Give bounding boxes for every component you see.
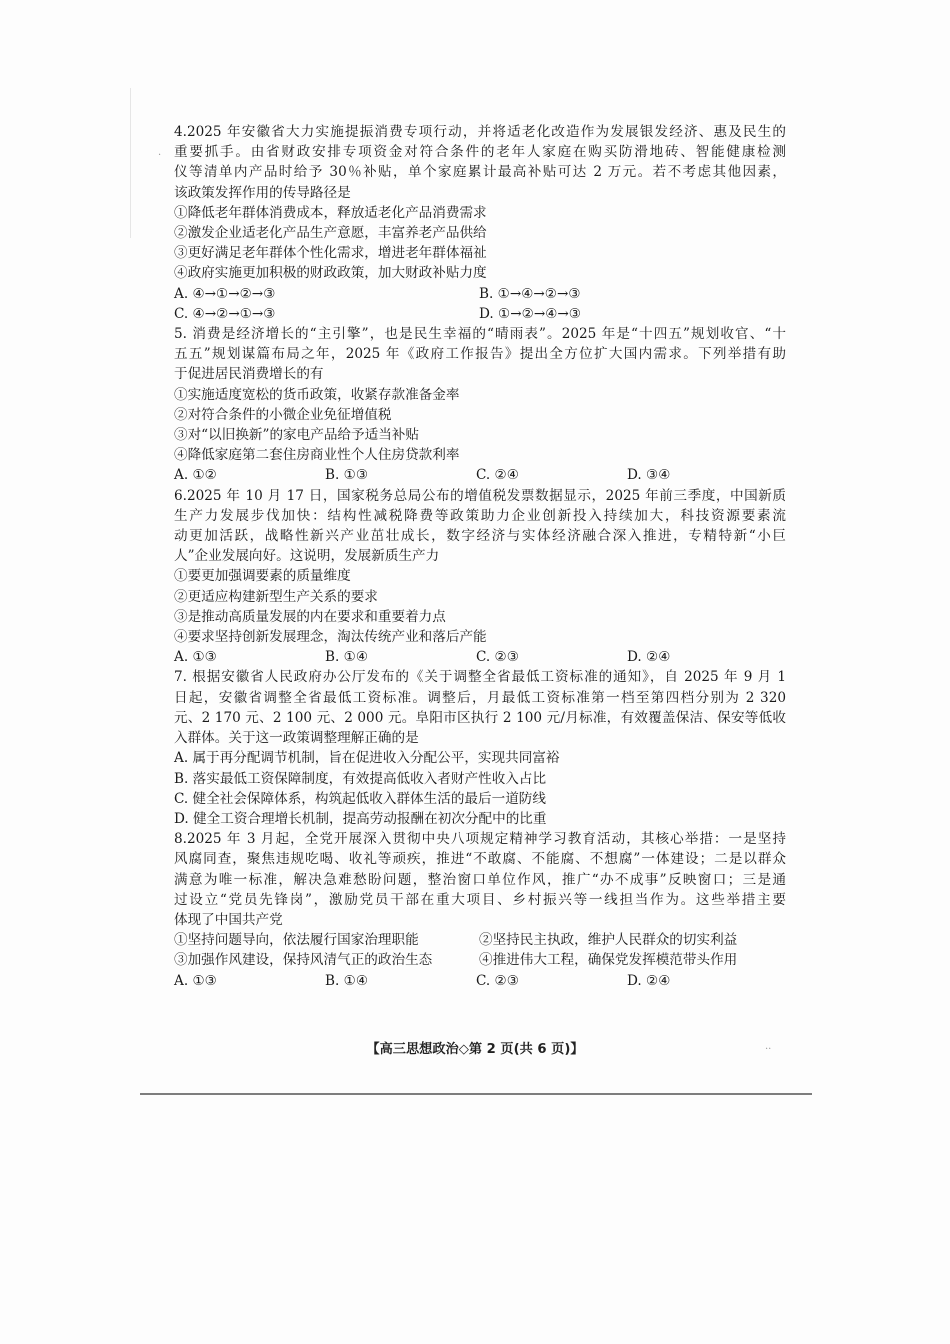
question-4-stem [174, 122, 786, 203]
statement-item: ②对符合条件的小微企业免征增值税 [174, 406, 392, 423]
statement-item: ②更适应构建新型生产关系的要求 [174, 588, 378, 605]
stem-line: 元、2 170 元、2 100 元、2 000 元。阜阳市区执行 2 100 元/月标准，有效覆盖保洁、保安等低收 [174, 709, 786, 726]
statement-item: ④降低家庭第二套住房商业性个人住房贷款利率 [174, 447, 460, 464]
stem-line: 人”企业发展向好。这说明，发展新质生产力 [174, 548, 440, 565]
stem-line: 风腐同查，聚焦违规吃喝、收礼等顽疾，推进“不敢腐、不能腐、不想腐”一体建设；二是以群众 [174, 851, 786, 868]
choice-d[interactable]: D. 健全工资合理增长机制，提高劳动报酬在初次分配中的比重 [174, 810, 547, 827]
statement-item: ④要求坚持创新发展理念，淘汰传统产业和落后产能 [174, 629, 487, 646]
stem-line: 日起，安徽省调整全省最低工资标准。调整后，月最低工资标准第一档至第四档分别为 2 320 [174, 689, 786, 706]
question-5-stem [174, 324, 786, 385]
stem-line: 7. 根据安徽省人民政府办公厅发布的《关于调整全省最低工资标准的通知》，自 2025 年 9 月 1 [174, 669, 786, 686]
question-5-choices [174, 465, 786, 485]
choice-b[interactable]: B. ①④ [325, 972, 369, 989]
choice-c[interactable]: C. 健全社会保障体系，构筑起低收入群体生活的最后一道防线 [174, 790, 546, 807]
stem-line: 过设立“党员先锋岗”，激励党员干部在重大项目、乡村振兴等一线担当作为。这些举措主要 [174, 891, 786, 908]
stem-line: 5. 消费是经济增长的“主引擎”，也是民生幸福的“晴雨表”。2025 年是“十四五”规划收官、“十 [174, 326, 786, 343]
statement-item: ①要更加强调要素的质量维度 [174, 568, 351, 585]
scan-speck: .. [765, 1041, 772, 1052]
question-7-options [174, 748, 786, 829]
question-4-choices-row2 [174, 304, 786, 324]
statement-item: ①降低老年群体消费成本，释放适老化产品消费需求 [174, 204, 487, 221]
choice-a[interactable]: A. ①③ [174, 649, 217, 666]
choice-d[interactable]: D. ②④ [627, 972, 671, 989]
choice-c[interactable]: C. ②③ [476, 972, 519, 989]
stem-line: 6.2025 年 10 月 17 日，国家税务总局公布的增值税发票数据显示，2025 年前三季度，中国新质 [174, 487, 786, 504]
question-6-stem [174, 486, 786, 567]
question-5 [174, 324, 786, 486]
statement-item: ③加强作风建设，保持风清气正的政治生态 [174, 952, 433, 969]
stem-line: 入群体。关于这一政策调整理解正确的是 [174, 730, 419, 747]
question-4-items [174, 203, 786, 284]
choice-d[interactable]: D. ②④ [627, 649, 671, 666]
scan-fold-line [130, 88, 131, 238]
stem-line: 五五”规划谋篇布局之年，2025 年《政府工作报告》提出全方位扩大国内需求。下列举措有助 [174, 346, 786, 363]
question-8-items-row2 [174, 950, 786, 970]
stem-line: 满意为唯一标准，解决急难愁盼问题，整治窗口单位作风，推广“办不成事”反映窗口；三是通 [174, 871, 786, 888]
question-4-choices-row1 [174, 284, 786, 304]
statement-item: ④政府实施更加积极的财政政策，加大财政补贴力度 [174, 265, 487, 282]
choice-a[interactable]: A. 属于再分配调节机制，旨在促进收入分配公平，实现共同富裕 [174, 750, 560, 767]
statement-item: ①实施适度宽松的货币政策，收紧存款准备金率 [174, 386, 460, 403]
statement-item: ④推进伟大工程，确保党发挥模范带头作用 [479, 952, 738, 969]
choice-d[interactable]: D. ①→②→④→③ [479, 305, 581, 322]
choice-a[interactable]: A. ④→①→②→③ [174, 285, 276, 302]
question-8 [174, 829, 786, 991]
statement-item: ②激发企业适老化产品生产意愿，丰富养老产品供给 [174, 225, 487, 242]
page-footer: 【高三思想政治◇第 2 页(共 6 页)】 [366, 1042, 584, 1057]
scan-margin-mark: · [158, 150, 162, 161]
choice-a[interactable]: A. ①③ [174, 972, 217, 989]
stem-line: 体现了中国共产党 [174, 911, 283, 928]
statement-item: ②坚持民主执政，维护人民群众的切实利益 [479, 932, 738, 949]
statement-item: ③是推动高质量发展的内在要求和重要着力点 [174, 608, 446, 625]
question-8-choices [174, 971, 786, 991]
question-4 [174, 122, 786, 324]
statement-item: ③更好满足老年群体个性化需求，增进老年群体福祉 [174, 245, 487, 262]
choice-b[interactable]: B. 落实最低工资保障制度，有效提高低收入者财产性收入占比 [174, 770, 547, 787]
question-6-choices [174, 647, 786, 667]
stem-line: 重要抓手。由省财政安排专项资金对符合条件的老年人家庭在购买防滑地砖、智能健康检测 [174, 144, 786, 161]
questions-container [174, 122, 786, 991]
question-5-items [174, 385, 786, 466]
choice-b[interactable]: B. ①④ [325, 649, 369, 666]
choice-b[interactable]: B. ①→④→②→③ [479, 285, 581, 302]
stem-line: 4.2025 年安徽省大力实施提振消费专项行动，并将适老化改造作为发展银发经济、惠及民生的 [174, 124, 786, 140]
stem-line: 仪等清单内产品时给予 30％补贴，单个家庭累计最高补贴可达 2 万元。若不考虑其他因素， [174, 164, 786, 181]
question-6-items [174, 566, 786, 647]
choice-c[interactable]: C. ②③ [476, 649, 519, 666]
choice-d[interactable]: D. ③④ [627, 467, 671, 484]
stem-line: 动更加活跃，战略性新兴产业茁壮成长，数字经济与实体经济融合深入推进，专精特新“小巨 [174, 528, 786, 545]
stem-line: 该政策发挥作用的传导路径是 [174, 184, 351, 201]
choice-c[interactable]: C. ②④ [476, 467, 519, 484]
statement-item: ①坚持问题导向，依法履行国家治理职能 [174, 932, 419, 949]
statement-item: ③对“以旧换新”的家电产品给予适当补贴 [174, 427, 419, 444]
question-7-stem [174, 667, 786, 748]
stem-line: 8.2025 年 3 月起，全党开展深入贯彻中央八项规定精神学习教育活动，其核心举措：一是坚持 [174, 831, 786, 848]
stem-line: 于促进居民消费增长的有 [174, 366, 324, 383]
choice-c[interactable]: C. ④→②→①→③ [174, 305, 276, 322]
question-6 [174, 486, 786, 668]
question-7 [174, 667, 786, 829]
choice-b[interactable]: B. ①③ [325, 467, 369, 484]
bottom-rule [140, 1093, 812, 1095]
question-8-stem [174, 829, 786, 930]
stem-line: 生产力发展步伐加快：结构性减税降费等政策助力企业创新投入持续加大，科技资源要素流 [174, 507, 786, 524]
choice-a[interactable]: A. ①② [174, 467, 217, 484]
question-8-items-row1 [174, 930, 786, 950]
